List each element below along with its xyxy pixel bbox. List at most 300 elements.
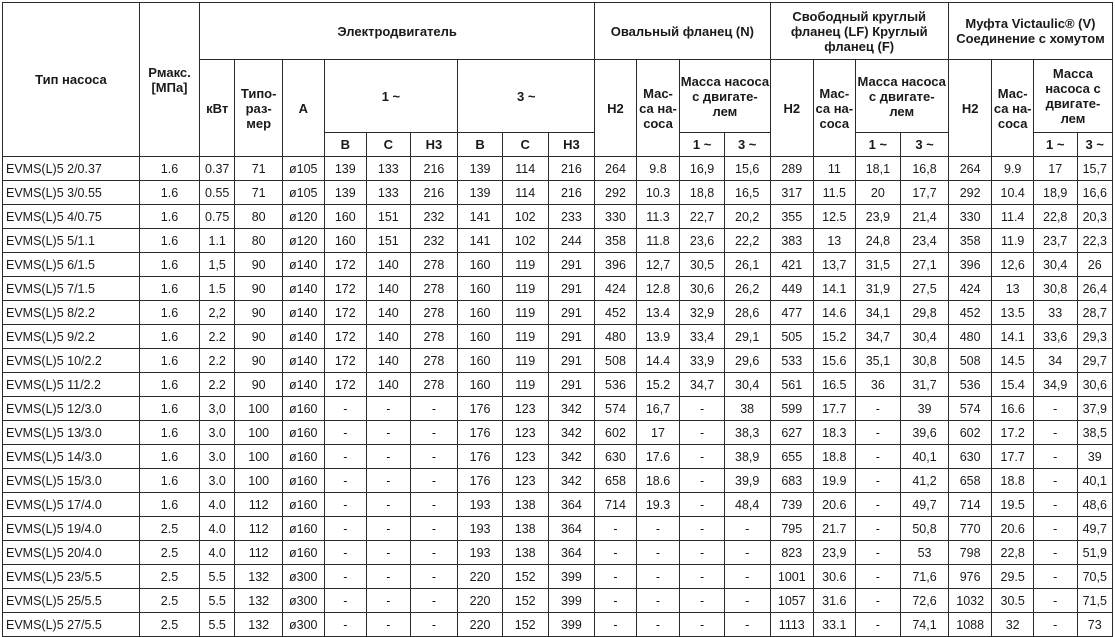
table-cell: - bbox=[680, 421, 725, 445]
table-cell: 140 bbox=[367, 253, 411, 277]
table-cell: 1.6 bbox=[139, 349, 199, 373]
table-cell: 20,3 bbox=[1077, 205, 1113, 229]
table-cell: 90 bbox=[235, 325, 283, 349]
table-cell: 22,7 bbox=[680, 205, 725, 229]
table-cell: - bbox=[367, 397, 411, 421]
table-body bbox=[3, 157, 1113, 637]
table-cell: 330 bbox=[595, 205, 636, 229]
table-cell: 508 bbox=[948, 349, 992, 373]
table-cell: 383 bbox=[770, 229, 814, 253]
table-cell: 38,3 bbox=[724, 421, 770, 445]
table-cell: 4.0 bbox=[200, 541, 235, 565]
header-pmax: Pмакс. [МПа] bbox=[139, 3, 199, 157]
table-cell: 32 bbox=[992, 613, 1033, 637]
header-pump-type: Тип насоса bbox=[3, 3, 140, 157]
table-cell: ø120 bbox=[283, 205, 324, 229]
table-cell: 90 bbox=[235, 349, 283, 373]
table-cell: ø160 bbox=[283, 445, 324, 469]
header-3ph-b: B bbox=[458, 133, 503, 157]
table-cell: 40,1 bbox=[901, 445, 949, 469]
table-cell: 16,5 bbox=[724, 181, 770, 205]
table-cell: 220 bbox=[458, 565, 503, 589]
header-oval-mass-3ph: 3 ~ bbox=[724, 133, 770, 157]
table-cell: - bbox=[595, 541, 636, 565]
table-cell: 140 bbox=[367, 349, 411, 373]
table-cell: 1.6 bbox=[139, 181, 199, 205]
table-row bbox=[3, 445, 1113, 469]
spec-table-container bbox=[2, 2, 1113, 637]
table-cell: 17.6 bbox=[636, 445, 680, 469]
table-cell: 31,7 bbox=[901, 373, 949, 397]
table-cell: 30.5 bbox=[992, 589, 1033, 613]
table-cell: 5.5 bbox=[200, 613, 235, 637]
table-cell: 152 bbox=[502, 589, 548, 613]
table-cell: 172 bbox=[324, 253, 367, 277]
table-cell: 160 bbox=[458, 277, 503, 301]
table-cell: ø300 bbox=[283, 565, 324, 589]
table-cell: 396 bbox=[948, 253, 992, 277]
table-row bbox=[3, 565, 1113, 589]
table-cell: 39,9 bbox=[724, 469, 770, 493]
pump-type-cell: EVMS(L)5 25/5.5 bbox=[3, 589, 140, 613]
table-cell: 30,8 bbox=[1033, 277, 1077, 301]
table-cell: 2.5 bbox=[139, 541, 199, 565]
table-cell: 123 bbox=[502, 469, 548, 493]
table-cell: - bbox=[410, 565, 458, 589]
table-row bbox=[3, 397, 1113, 421]
table-cell: 330 bbox=[948, 205, 992, 229]
table-cell: - bbox=[680, 541, 725, 565]
table-cell: 452 bbox=[595, 301, 636, 325]
pump-type-cell: EVMS(L)5 13/3.0 bbox=[3, 421, 140, 445]
table-cell: 10.4 bbox=[992, 181, 1033, 205]
table-cell: - bbox=[680, 565, 725, 589]
table-cell: - bbox=[636, 613, 680, 637]
table-cell: 27,1 bbox=[901, 253, 949, 277]
table-cell: - bbox=[1033, 613, 1077, 637]
table-cell: 30,4 bbox=[724, 373, 770, 397]
table-cell: 1,5 bbox=[200, 253, 235, 277]
table-cell: 683 bbox=[770, 469, 814, 493]
table-cell: 452 bbox=[948, 301, 992, 325]
table-cell: ø140 bbox=[283, 325, 324, 349]
table-cell: 100 bbox=[235, 469, 283, 493]
table-cell: 34,7 bbox=[855, 325, 901, 349]
header-victaulic-pump-mass: Мас- са на- соса bbox=[992, 60, 1033, 157]
table-cell: 16,9 bbox=[680, 157, 725, 181]
table-cell: 176 bbox=[458, 397, 503, 421]
table-cell: ø140 bbox=[283, 301, 324, 325]
table-cell: - bbox=[855, 445, 901, 469]
table-cell: 1113 bbox=[770, 613, 814, 637]
header-frame-size: Типо- раз- мер bbox=[235, 60, 283, 157]
table-cell: 19.9 bbox=[814, 469, 855, 493]
table-cell: - bbox=[855, 541, 901, 565]
table-cell: 30,6 bbox=[1077, 373, 1113, 397]
table-cell: 48,4 bbox=[724, 493, 770, 517]
table-cell: 29,6 bbox=[724, 349, 770, 373]
table-cell: 29,1 bbox=[724, 325, 770, 349]
table-cell: 17 bbox=[1033, 157, 1077, 181]
table-cell: - bbox=[595, 565, 636, 589]
table-cell: 12.8 bbox=[636, 277, 680, 301]
table-cell: 12,7 bbox=[636, 253, 680, 277]
table-cell: 39 bbox=[901, 397, 949, 421]
table-cell: 291 bbox=[548, 349, 595, 373]
table-cell: 2.5 bbox=[139, 589, 199, 613]
table-cell: - bbox=[636, 517, 680, 541]
pump-type-cell: EVMS(L)5 23/5.5 bbox=[3, 565, 140, 589]
table-cell: 278 bbox=[410, 301, 458, 325]
table-cell: 132 bbox=[235, 565, 283, 589]
table-cell: - bbox=[595, 613, 636, 637]
table-cell: 1.6 bbox=[139, 421, 199, 445]
table-cell: 15.6 bbox=[814, 349, 855, 373]
table-cell: 50,8 bbox=[901, 517, 949, 541]
table-cell: 30,5 bbox=[680, 253, 725, 277]
table-cell: 31,9 bbox=[855, 277, 901, 301]
table-cell: 71,5 bbox=[1077, 589, 1113, 613]
table-cell: 1.6 bbox=[139, 205, 199, 229]
table-cell: 574 bbox=[948, 397, 992, 421]
table-cell: 41,2 bbox=[901, 469, 949, 493]
table-cell: 216 bbox=[410, 157, 458, 181]
table-cell: 278 bbox=[410, 277, 458, 301]
table-cell: - bbox=[367, 493, 411, 517]
table-cell: - bbox=[680, 613, 725, 637]
table-cell: 11.9 bbox=[992, 229, 1033, 253]
table-cell: 9.9 bbox=[992, 157, 1033, 181]
table-cell: 80 bbox=[235, 205, 283, 229]
table-cell: - bbox=[724, 541, 770, 565]
table-cell: ø160 bbox=[283, 517, 324, 541]
pump-type-cell: EVMS(L)5 9/2.2 bbox=[3, 325, 140, 349]
table-cell: 533 bbox=[770, 349, 814, 373]
pump-spec-table bbox=[2, 2, 1113, 637]
table-cell: 18,9 bbox=[1033, 181, 1077, 205]
table-cell: 102 bbox=[502, 205, 548, 229]
table-cell: 152 bbox=[502, 565, 548, 589]
header-kw: кВт bbox=[200, 60, 235, 157]
table-cell: 172 bbox=[324, 301, 367, 325]
header-oval-pump-mass: Мас- са на- соса bbox=[636, 60, 680, 157]
table-cell: 73 bbox=[1077, 613, 1113, 637]
table-cell: 16.6 bbox=[992, 397, 1033, 421]
table-row bbox=[3, 229, 1113, 253]
table-cell: 151 bbox=[367, 229, 411, 253]
table-cell: - bbox=[410, 517, 458, 541]
table-row bbox=[3, 589, 1113, 613]
table-cell: 278 bbox=[410, 373, 458, 397]
table-cell: - bbox=[367, 565, 411, 589]
table-cell: 123 bbox=[502, 397, 548, 421]
table-cell: 112 bbox=[235, 517, 283, 541]
table-cell: 14.6 bbox=[814, 301, 855, 325]
table-cell: 119 bbox=[502, 253, 548, 277]
table-cell: 291 bbox=[548, 277, 595, 301]
table-cell: 30,4 bbox=[1033, 253, 1077, 277]
table-cell: 160 bbox=[458, 253, 503, 277]
table-cell: 1.6 bbox=[139, 493, 199, 517]
header-1ph-h3: H3 bbox=[410, 133, 458, 157]
table-cell: 138 bbox=[502, 517, 548, 541]
table-cell: 90 bbox=[235, 301, 283, 325]
pump-type-cell: EVMS(L)5 17/4.0 bbox=[3, 493, 140, 517]
header-oval-mass-1ph: 1 ~ bbox=[680, 133, 725, 157]
table-cell: 216 bbox=[548, 181, 595, 205]
pump-type-cell: EVMS(L)5 11/2.2 bbox=[3, 373, 140, 397]
table-cell: 172 bbox=[324, 349, 367, 373]
pump-type-cell: EVMS(L)5 27/5.5 bbox=[3, 613, 140, 637]
table-cell: - bbox=[324, 517, 367, 541]
pump-type-cell: EVMS(L)5 19/4.0 bbox=[3, 517, 140, 541]
table-cell: 424 bbox=[595, 277, 636, 301]
header-1ph-c: C bbox=[367, 133, 411, 157]
table-cell: 123 bbox=[502, 421, 548, 445]
table-cell: 17 bbox=[636, 421, 680, 445]
table-cell: 1.6 bbox=[139, 325, 199, 349]
table-cell: 13.9 bbox=[636, 325, 680, 349]
table-cell: 34,1 bbox=[855, 301, 901, 325]
table-cell: 30,4 bbox=[901, 325, 949, 349]
table-cell: 22,8 bbox=[992, 541, 1033, 565]
table-cell: 358 bbox=[595, 229, 636, 253]
table-cell: 34,7 bbox=[680, 373, 725, 397]
table-cell: 34,9 bbox=[1033, 373, 1077, 397]
table-cell: 71 bbox=[235, 157, 283, 181]
table-cell: 1.6 bbox=[139, 373, 199, 397]
table-cell: 399 bbox=[548, 565, 595, 589]
table-cell: 798 bbox=[948, 541, 992, 565]
table-cell: 14.1 bbox=[814, 277, 855, 301]
table-cell: 480 bbox=[595, 325, 636, 349]
table-cell: - bbox=[324, 589, 367, 613]
table-cell: 160 bbox=[458, 301, 503, 325]
table-cell: 20.6 bbox=[814, 493, 855, 517]
table-cell: 32,9 bbox=[680, 301, 725, 325]
table-cell: 658 bbox=[948, 469, 992, 493]
table-cell: 71,6 bbox=[901, 565, 949, 589]
pump-type-cell: EVMS(L)5 4/0.75 bbox=[3, 205, 140, 229]
table-cell: 51,9 bbox=[1077, 541, 1113, 565]
table-cell: 31.6 bbox=[814, 589, 855, 613]
table-cell: 599 bbox=[770, 397, 814, 421]
table-cell: 508 bbox=[595, 349, 636, 373]
table-cell: 216 bbox=[548, 157, 595, 181]
table-cell: 291 bbox=[548, 301, 595, 325]
table-cell: ø140 bbox=[283, 253, 324, 277]
table-cell: 24,8 bbox=[855, 229, 901, 253]
table-cell: 176 bbox=[458, 469, 503, 493]
table-cell: - bbox=[680, 397, 725, 421]
table-cell: - bbox=[1033, 493, 1077, 517]
table-cell: 160 bbox=[324, 229, 367, 253]
table-cell: - bbox=[1033, 517, 1077, 541]
table-cell: - bbox=[636, 589, 680, 613]
table-cell: - bbox=[367, 445, 411, 469]
table-cell: 48,6 bbox=[1077, 493, 1113, 517]
table-cell: 133 bbox=[367, 157, 411, 181]
table-cell: 160 bbox=[324, 205, 367, 229]
table-cell: 38,5 bbox=[1077, 421, 1113, 445]
table-cell: - bbox=[324, 541, 367, 565]
table-cell: - bbox=[724, 565, 770, 589]
table-cell: 10.3 bbox=[636, 181, 680, 205]
table-cell: 38 bbox=[724, 397, 770, 421]
table-cell: 18.3 bbox=[814, 421, 855, 445]
table-cell: 39,6 bbox=[901, 421, 949, 445]
table-cell: 119 bbox=[502, 373, 548, 397]
table-cell: 17.7 bbox=[992, 445, 1033, 469]
table-cell: 138 bbox=[502, 541, 548, 565]
table-row bbox=[3, 349, 1113, 373]
table-cell: 100 bbox=[235, 421, 283, 445]
table-cell: 30,8 bbox=[901, 349, 949, 373]
header-round-mass-3ph: 3 ~ bbox=[901, 133, 949, 157]
table-cell: - bbox=[324, 397, 367, 421]
table-cell: - bbox=[680, 589, 725, 613]
table-cell: - bbox=[1033, 397, 1077, 421]
table-cell: 976 bbox=[948, 565, 992, 589]
table-cell: 27,5 bbox=[901, 277, 949, 301]
table-cell: 291 bbox=[548, 253, 595, 277]
table-cell: 9.8 bbox=[636, 157, 680, 181]
header-oval-pump-motor-mass: Масса насоса с двигате- лем bbox=[680, 60, 770, 133]
table-cell: 630 bbox=[948, 445, 992, 469]
table-cell: 216 bbox=[410, 181, 458, 205]
table-cell: 132 bbox=[235, 613, 283, 637]
table-cell: 29.5 bbox=[992, 565, 1033, 589]
table-cell: 2.5 bbox=[139, 565, 199, 589]
table-cell: 119 bbox=[502, 349, 548, 373]
table-cell: ø120 bbox=[283, 229, 324, 253]
table-cell: 16.5 bbox=[814, 373, 855, 397]
table-cell: ø140 bbox=[283, 373, 324, 397]
table-cell: 4.0 bbox=[200, 493, 235, 517]
table-cell: 4.0 bbox=[200, 517, 235, 541]
table-row bbox=[3, 613, 1113, 637]
table-cell: 20 bbox=[855, 181, 901, 205]
table-cell: - bbox=[324, 613, 367, 637]
table-cell: - bbox=[680, 493, 725, 517]
table-cell: 5.5 bbox=[200, 589, 235, 613]
table-cell: 399 bbox=[548, 589, 595, 613]
table-cell: 21.7 bbox=[814, 517, 855, 541]
table-cell: 12.5 bbox=[814, 205, 855, 229]
pump-type-cell: EVMS(L)5 12/3.0 bbox=[3, 397, 140, 421]
table-cell: - bbox=[367, 421, 411, 445]
table-cell: 53 bbox=[901, 541, 949, 565]
table-cell: 342 bbox=[548, 421, 595, 445]
table-cell: - bbox=[855, 517, 901, 541]
table-cell: 13 bbox=[814, 229, 855, 253]
table-cell: 11.5 bbox=[814, 181, 855, 205]
table-cell: 29,3 bbox=[1077, 325, 1113, 349]
table-cell: 232 bbox=[410, 205, 458, 229]
table-cell: 714 bbox=[948, 493, 992, 517]
table-cell: 90 bbox=[235, 373, 283, 397]
table-cell: - bbox=[410, 445, 458, 469]
table-cell: 49,7 bbox=[1077, 517, 1113, 541]
table-header bbox=[3, 3, 1113, 157]
table-cell: 658 bbox=[595, 469, 636, 493]
table-row bbox=[3, 469, 1113, 493]
table-cell: 5.5 bbox=[200, 565, 235, 589]
table-cell: - bbox=[367, 469, 411, 493]
table-cell: - bbox=[367, 517, 411, 541]
table-cell: 38,9 bbox=[724, 445, 770, 469]
header-oval-flange: Овальный фланец (N) bbox=[595, 3, 770, 60]
pump-type-cell: EVMS(L)5 2/0.37 bbox=[3, 157, 140, 181]
table-cell: ø160 bbox=[283, 493, 324, 517]
table-cell: 15.4 bbox=[992, 373, 1033, 397]
table-cell: - bbox=[595, 517, 636, 541]
table-cell: 1.5 bbox=[200, 277, 235, 301]
table-cell: 141 bbox=[458, 229, 503, 253]
table-cell: 561 bbox=[770, 373, 814, 397]
table-cell: 193 bbox=[458, 541, 503, 565]
header-round-pump-mass: Мас- са на- соса bbox=[814, 60, 855, 157]
table-cell: 2.2 bbox=[200, 373, 235, 397]
table-cell: - bbox=[410, 421, 458, 445]
table-cell: 11.3 bbox=[636, 205, 680, 229]
table-cell: - bbox=[367, 541, 411, 565]
table-cell: 26,2 bbox=[724, 277, 770, 301]
header-victaulic-mass-1ph: 1 ~ bbox=[1033, 133, 1077, 157]
table-cell: 2,2 bbox=[200, 301, 235, 325]
table-cell: 480 bbox=[948, 325, 992, 349]
table-cell: 18,1 bbox=[855, 157, 901, 181]
table-cell: - bbox=[410, 397, 458, 421]
table-cell: ø160 bbox=[283, 469, 324, 493]
table-cell: 90 bbox=[235, 277, 283, 301]
table-row bbox=[3, 301, 1113, 325]
header-1ph-b: B bbox=[324, 133, 367, 157]
table-cell: - bbox=[410, 493, 458, 517]
table-cell: - bbox=[636, 541, 680, 565]
table-cell: 193 bbox=[458, 493, 503, 517]
table-cell: 15,6 bbox=[724, 157, 770, 181]
table-cell: 291 bbox=[548, 373, 595, 397]
table-cell: 1032 bbox=[948, 589, 992, 613]
table-cell: 18.8 bbox=[992, 469, 1033, 493]
table-cell: 3.0 bbox=[200, 421, 235, 445]
table-cell: ø140 bbox=[283, 277, 324, 301]
table-cell: 630 bbox=[595, 445, 636, 469]
table-cell: - bbox=[855, 565, 901, 589]
table-cell: 602 bbox=[948, 421, 992, 445]
table-cell: 13 bbox=[992, 277, 1033, 301]
table-cell: - bbox=[855, 469, 901, 493]
table-cell: 16,6 bbox=[1077, 181, 1113, 205]
table-row bbox=[3, 541, 1113, 565]
table-cell: 70,5 bbox=[1077, 565, 1113, 589]
table-cell: 176 bbox=[458, 421, 503, 445]
table-cell: 1.6 bbox=[139, 277, 199, 301]
table-cell: 119 bbox=[502, 301, 548, 325]
table-cell: - bbox=[636, 565, 680, 589]
table-cell: 30.6 bbox=[814, 565, 855, 589]
table-cell: 16,7 bbox=[636, 397, 680, 421]
table-cell: 13.4 bbox=[636, 301, 680, 325]
table-cell: ø160 bbox=[283, 541, 324, 565]
table-cell: 3.0 bbox=[200, 469, 235, 493]
table-cell: 90 bbox=[235, 253, 283, 277]
table-cell: 13,7 bbox=[814, 253, 855, 277]
table-cell: 39 bbox=[1077, 445, 1113, 469]
table-cell: 342 bbox=[548, 445, 595, 469]
header-round-h2: H2 bbox=[770, 60, 814, 157]
